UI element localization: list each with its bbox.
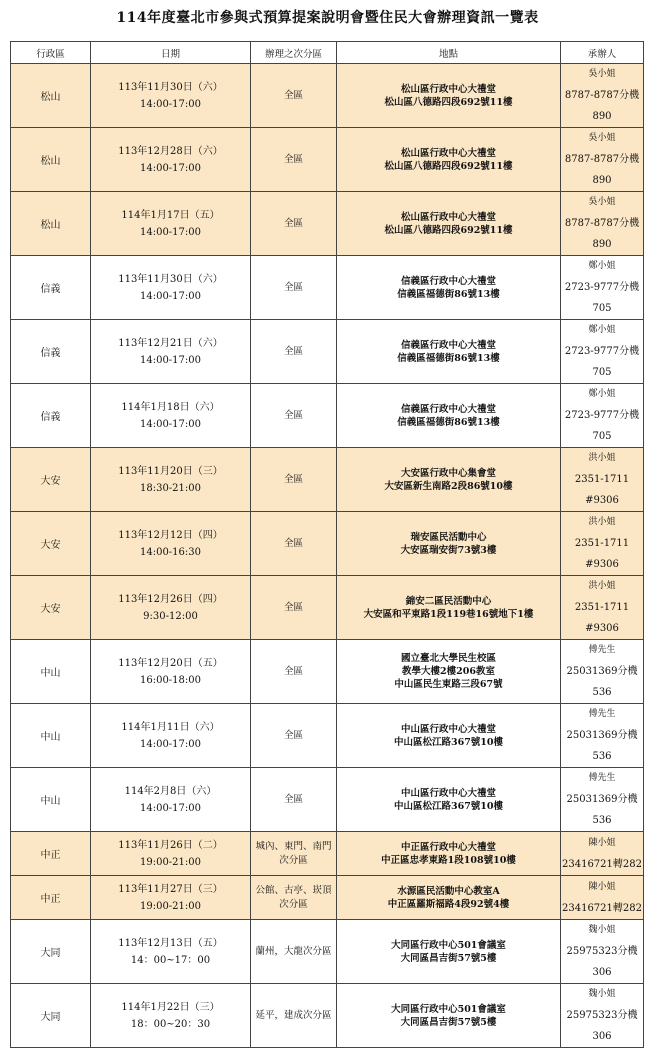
cell-date [91, 64, 251, 128]
table-row [11, 640, 644, 704]
cell-district [11, 876, 91, 920]
date-text: 113年11月30日（六） [118, 273, 223, 285]
cell-district [11, 448, 91, 512]
contact-phone: 2723-9777分機705 [564, 346, 640, 378]
cell-location [337, 256, 561, 320]
cell-location [337, 448, 561, 512]
cell-district [11, 768, 91, 832]
cell-sub-district [251, 512, 337, 576]
cell-sub-district [251, 384, 337, 448]
cell-date [91, 384, 251, 448]
cell-contact [561, 384, 644, 448]
cell-district [11, 256, 91, 320]
sub-district-text: 蘭州，大龍次分區 [255, 945, 332, 957]
cell-contact [561, 640, 644, 704]
sub-district-text: 全區 [283, 345, 303, 357]
cell-sub-district [251, 876, 337, 920]
contact-name: 傅先生 [588, 773, 616, 783]
venue-text: 國立臺北大學民生校區 [400, 653, 496, 664]
cell-contact [561, 128, 644, 192]
address-text: 中山區松江路367號10樓 [393, 736, 504, 748]
date-text: 113年12月12日（四） [118, 529, 223, 541]
time-text: 14:00-17:00 [139, 226, 201, 238]
cell-district [11, 832, 91, 876]
venue-text: 大同區行政中心501會議室 [391, 1003, 506, 1015]
table-row [11, 920, 644, 984]
date-text: 114年2月8日（六） [124, 785, 217, 797]
district-text: 大同 [40, 1012, 61, 1023]
district-text: 信義 [40, 284, 61, 295]
date-text: 114年1月18日（六） [121, 401, 220, 413]
contact-name: 傅先生 [588, 645, 616, 655]
cell-date [91, 576, 251, 640]
time-text: 14:00-16:30 [139, 546, 201, 558]
district-text: 信義 [40, 348, 61, 359]
address-text: 信義區福德街86號13樓 [397, 416, 500, 428]
table-row [11, 512, 644, 576]
contact-name: 洪小姐 [588, 581, 616, 591]
district-text: 信義 [40, 412, 61, 423]
table-row [11, 984, 644, 1048]
header-location: 地點 [337, 42, 561, 64]
address-text: 松山區八德路四段692號11樓 [384, 160, 513, 172]
address-text: 中正區羅斯福路4段92號4樓 [387, 898, 510, 910]
time-text: 14:00-17:00 [139, 290, 201, 302]
cell-date [91, 640, 251, 704]
cell-date [91, 448, 251, 512]
time-text: 14：00~17：00 [130, 954, 211, 966]
contact-phone: 8787-8787分機890 [564, 218, 640, 250]
header-sub-district: 辦理之次分區 [251, 42, 337, 64]
cell-contact [561, 448, 644, 512]
venue-line2-text: 教學大樓2樓206教室 [402, 666, 495, 677]
cell-date [91, 128, 251, 192]
table-row [11, 448, 644, 512]
cell-date [91, 832, 251, 876]
table-row [11, 704, 644, 768]
address-text: 中正區忠孝東路1段108號10樓 [381, 854, 516, 866]
district-text: 中山 [40, 732, 61, 743]
cell-location [337, 768, 561, 832]
cell-district [11, 640, 91, 704]
contact-phone: 25975323分機306 [566, 946, 638, 978]
cell-location [337, 384, 561, 448]
sub-district-text: 延平，建成次分區 [255, 1009, 332, 1021]
cell-location [337, 320, 561, 384]
cell-sub-district [251, 832, 337, 876]
venue-text: 松山區行政中心大禮堂 [400, 211, 496, 223]
contact-name: 洪小姐 [588, 453, 616, 463]
time-text: 16:00-18:00 [139, 674, 201, 686]
cell-contact [561, 512, 644, 576]
date-text: 114年1月22日（三） [121, 1001, 220, 1013]
contact-phone: 8787-8787分機890 [564, 154, 640, 186]
cell-contact [561, 920, 644, 984]
address-text: 中山區民生東路三段67號 [394, 679, 503, 690]
contact-phone: 25031369分機536 [566, 730, 638, 762]
address-text: 大同區昌吉街57號5樓 [400, 952, 497, 964]
cell-date [91, 192, 251, 256]
address-text: 松山區八德路四段692號11樓 [384, 96, 513, 108]
cell-location [337, 920, 561, 984]
cell-sub-district [251, 128, 337, 192]
date-text: 113年12月26日（四） [118, 593, 223, 605]
address-text: 信義區福德街86號13樓 [397, 288, 500, 300]
address-text: 信義區福德街86號13樓 [397, 352, 500, 364]
table-row [11, 320, 644, 384]
district-text: 中正 [40, 894, 61, 905]
address-text: 大安區瑞安街73號3樓 [400, 544, 497, 556]
cell-location [337, 832, 561, 876]
cell-district [11, 192, 91, 256]
contact-name: 鄭小姐 [588, 261, 616, 271]
address-text: 大同區昌吉街57號5樓 [400, 1016, 497, 1028]
district-text: 大同 [40, 948, 61, 959]
cell-location [337, 512, 561, 576]
cell-contact [561, 64, 644, 128]
contact-name: 陳小姐 [588, 881, 616, 892]
sub-district-text: 全區 [283, 281, 303, 293]
cell-date [91, 984, 251, 1048]
sub-district-text: 全區 [283, 89, 303, 101]
table-row [11, 576, 644, 640]
district-text: 大安 [40, 540, 61, 551]
cell-sub-district [251, 448, 337, 512]
venue-text: 水源區民活動中心教室A [397, 885, 500, 897]
contact-name: 吳小姐 [588, 197, 616, 207]
cell-location [337, 640, 561, 704]
date-text: 113年11月26日（二） [118, 839, 223, 851]
contact-phone: 25031369分機536 [566, 794, 638, 826]
cell-district [11, 576, 91, 640]
sub-district-text: 全區 [283, 217, 303, 229]
cell-date [91, 920, 251, 984]
cell-date [91, 512, 251, 576]
cell-district [11, 920, 91, 984]
table-row [11, 192, 644, 256]
contact-phone: 25975323分機306 [566, 1010, 638, 1042]
address-text: 大安區新生南路2段86號10樓 [384, 480, 513, 492]
venue-text: 松山區行政中心大禮堂 [400, 83, 496, 95]
date-text: 113年12月13日（五） [118, 937, 223, 949]
venue-text: 中正區行政中心大禮堂 [400, 841, 496, 853]
district-text: 中山 [40, 796, 61, 807]
sub-district-text: 公館、古亭、崁頂次分區 [255, 884, 332, 910]
time-text: 19:00-21:00 [139, 856, 201, 868]
venue-text: 大安區行政中心集會堂 [400, 467, 496, 479]
cell-district [11, 384, 91, 448]
address-text: 松山區八德路四段692號11樓 [384, 224, 513, 236]
sub-district-text: 全區 [283, 153, 303, 165]
cell-contact [561, 576, 644, 640]
cell-sub-district [251, 768, 337, 832]
contact-phone: 2723-9777分機705 [564, 282, 640, 314]
schedule-table [10, 41, 644, 1048]
venue-text: 錦安二區民活動中心 [405, 595, 492, 607]
contact-phone: 23416721轉282 [562, 902, 642, 914]
cell-date [91, 320, 251, 384]
address-text: 中山區松江路367號10樓 [393, 800, 504, 812]
contact-phone: 2351-1711 #9306 [574, 474, 630, 506]
sub-district-text: 全區 [283, 409, 303, 421]
venue-text: 大同區行政中心501會議室 [391, 939, 506, 951]
cell-district [11, 984, 91, 1048]
cell-sub-district [251, 192, 337, 256]
time-text: 9:30-12:00 [143, 610, 198, 622]
table-body [11, 64, 644, 1048]
cell-date [91, 256, 251, 320]
contact-name: 傅先生 [588, 709, 616, 719]
venue-text: 松山區行政中心大禮堂 [400, 147, 496, 159]
contact-name: 魏小姐 [588, 989, 616, 999]
venue-text: 中山區行政中心大禮堂 [400, 723, 496, 735]
table-row [11, 128, 644, 192]
contact-name: 鄭小姐 [588, 325, 616, 335]
time-text: 14:00-17:00 [139, 162, 201, 174]
time-text: 19:00-21:00 [139, 900, 201, 912]
cell-sub-district [251, 640, 337, 704]
cell-sub-district [251, 256, 337, 320]
venue-text: 瑞安區民活動中心 [410, 531, 487, 543]
date-text: 113年12月20日（五） [118, 657, 223, 669]
sub-district-text: 全區 [283, 473, 303, 485]
district-text: 中山 [40, 668, 61, 679]
venue-text: 信義區行政中心大禮堂 [400, 275, 496, 287]
header-row [11, 42, 644, 64]
table-row [11, 832, 644, 876]
cell-location [337, 64, 561, 128]
cell-sub-district [251, 64, 337, 128]
district-text: 松山 [40, 92, 61, 103]
district-text: 松山 [40, 220, 61, 231]
time-text: 14:00-17:00 [139, 98, 201, 110]
cell-contact [561, 832, 644, 876]
cell-sub-district [251, 320, 337, 384]
time-text: 18:30-21:00 [139, 482, 201, 494]
cell-contact [561, 192, 644, 256]
table-row [11, 64, 644, 128]
contact-phone: 23416721轉282 [562, 858, 642, 870]
date-text: 113年11月30日（六） [118, 81, 223, 93]
cell-date [91, 704, 251, 768]
page-title: 114年度臺北市參與式預算提案說明會暨住民大會辦理資訊一覽表 [116, 10, 539, 26]
cell-district [11, 320, 91, 384]
cell-location [337, 876, 561, 920]
table-row [11, 768, 644, 832]
cell-district [11, 64, 91, 128]
date-text: 113年12月28日（六） [118, 145, 223, 157]
header-contact: 承辦人 [561, 42, 644, 64]
district-text: 中正 [40, 850, 61, 861]
cell-date [91, 768, 251, 832]
cell-contact [561, 768, 644, 832]
cell-contact [561, 256, 644, 320]
header-district: 行政區 [11, 42, 91, 64]
sub-district-text: 全區 [283, 793, 303, 805]
date-text: 113年11月27日（三） [118, 883, 223, 895]
cell-location [337, 704, 561, 768]
cell-district [11, 128, 91, 192]
sub-district-text: 全區 [283, 537, 303, 549]
cell-sub-district [251, 576, 337, 640]
contact-name: 鄭小姐 [588, 389, 616, 399]
table-row [11, 876, 644, 920]
cell-contact [561, 320, 644, 384]
time-text: 14:00-17:00 [139, 354, 201, 366]
contact-name: 吳小姐 [588, 69, 616, 79]
cell-district [11, 704, 91, 768]
venue-text: 信義區行政中心大禮堂 [400, 339, 496, 351]
header-date: 日期 [91, 42, 251, 64]
cell-sub-district [251, 920, 337, 984]
cell-location [337, 128, 561, 192]
table-row [11, 384, 644, 448]
contact-phone: 2351-1711 #9306 [574, 602, 630, 634]
contact-name: 魏小姐 [588, 925, 616, 935]
sub-district-text: 全區 [283, 665, 303, 677]
time-text: 14:00-17:00 [139, 802, 201, 814]
table-row [11, 256, 644, 320]
date-text: 113年12月21日（六） [118, 337, 223, 349]
cell-date [91, 876, 251, 920]
district-text: 大安 [40, 476, 61, 487]
venue-text: 中山區行政中心大禮堂 [400, 787, 496, 799]
contact-phone: 2723-9777分機705 [564, 410, 640, 442]
district-text: 大安 [40, 604, 61, 615]
contact-name: 洪小姐 [588, 517, 616, 527]
district-text: 松山 [40, 156, 61, 167]
contact-name: 吳小姐 [588, 133, 616, 143]
date-text: 114年1月11日（六） [121, 721, 220, 733]
cell-contact [561, 984, 644, 1048]
sub-district-text: 全區 [283, 729, 303, 741]
sub-district-text: 城內、東門、南門次分區 [255, 840, 332, 866]
contact-name: 陳小姐 [588, 837, 616, 848]
cell-district [11, 512, 91, 576]
date-text: 113年11月20日（三） [118, 465, 223, 477]
time-text: 18：00~20：30 [130, 1018, 211, 1030]
cell-sub-district [251, 704, 337, 768]
date-text: 114年1月17日（五） [121, 209, 220, 221]
contact-phone: 8787-8787分機890 [564, 90, 640, 122]
contact-phone: 2351-1711 #9306 [574, 538, 630, 570]
time-text: 14:00-17:00 [139, 418, 201, 430]
venue-text: 信義區行政中心大禮堂 [400, 403, 496, 415]
cell-location [337, 192, 561, 256]
cell-contact [561, 704, 644, 768]
sub-district-text: 全區 [283, 601, 303, 613]
cell-sub-district [251, 984, 337, 1048]
contact-phone: 25031369分機536 [566, 666, 638, 698]
cell-contact [561, 876, 644, 920]
address-text: 大安區和平東路1段119巷16號地下1樓 [363, 608, 534, 620]
time-text: 14:00-17:00 [139, 738, 201, 750]
cell-location [337, 576, 561, 640]
cell-location [337, 984, 561, 1048]
